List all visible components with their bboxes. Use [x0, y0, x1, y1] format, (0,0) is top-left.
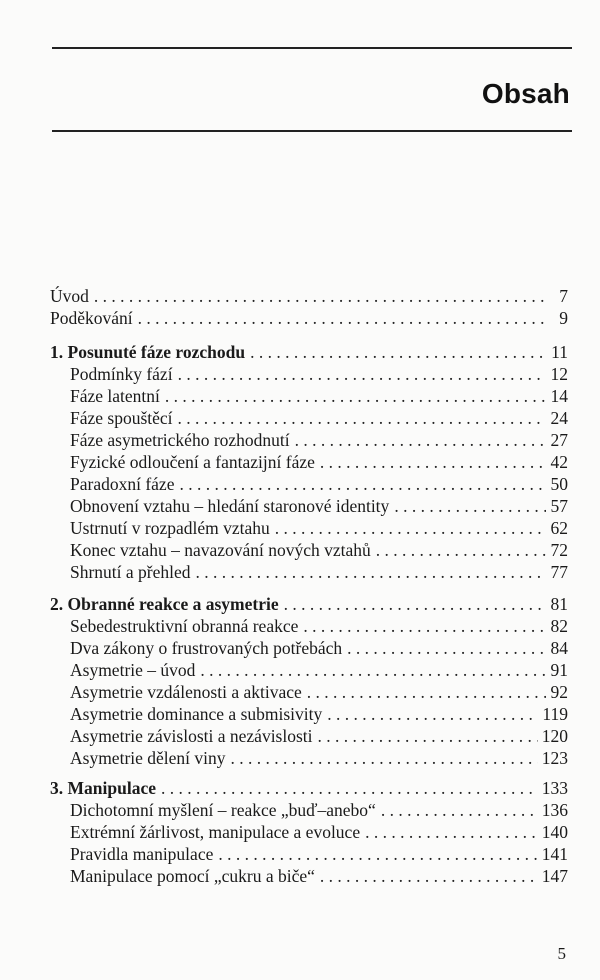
- dot-leader: [307, 681, 546, 703]
- toc-entry-page: 24: [550, 408, 568, 428]
- toc-entry-page: 119: [542, 704, 568, 724]
- toc-entry-page: 14: [550, 386, 568, 406]
- toc-entry-title: Asymetrie dělení viny: [70, 748, 226, 768]
- toc-entry-title: Asymetrie závislosti a nezávislosti: [70, 726, 313, 746]
- toc-entry-title: 3. Manipulace: [50, 778, 156, 798]
- dot-leader: [284, 593, 546, 615]
- toc-chapter-heading[interactable]: [50, 777, 568, 799]
- dot-leader: [318, 725, 538, 747]
- toc-entry-page: 62: [550, 518, 568, 538]
- dot-leader: [161, 777, 538, 799]
- toc-entry[interactable]: [50, 821, 568, 843]
- toc-entry-title: Shrnutí a přehled: [70, 562, 191, 582]
- dot-leader: [376, 539, 546, 561]
- toc-entry[interactable]: [50, 495, 568, 517]
- dot-leader: [295, 429, 546, 451]
- dot-leader: [94, 285, 546, 307]
- toc-entry-page: 123: [541, 748, 568, 768]
- toc-entry-page: 141: [541, 844, 568, 864]
- dot-leader: [365, 821, 538, 843]
- toc-entry-title: Ustrnutí v rozpadlém vztahu: [70, 518, 270, 538]
- toc-entry[interactable]: [50, 385, 568, 407]
- toc-entry-page: 9: [559, 308, 568, 328]
- toc-entry-page: 84: [550, 638, 568, 658]
- toc-entry-page: 27: [550, 430, 568, 450]
- toc-entry[interactable]: [50, 473, 568, 495]
- toc-entry[interactable]: [50, 681, 568, 703]
- toc-entry[interactable]: [50, 637, 568, 659]
- toc-entry-page: 81: [550, 594, 568, 614]
- toc-entry-page: 57: [550, 496, 568, 516]
- toc-entry-title: 2. Obranné reakce a asymetrie: [50, 594, 279, 614]
- toc-entry-page: 133: [541, 778, 568, 798]
- toc-entry[interactable]: [50, 615, 568, 637]
- toc-entry-title: Extrémní žárlivost, manipulace a evoluce: [70, 822, 361, 842]
- toc-entry-title: Obnovení vztahu – hledání staronové identity: [70, 496, 390, 516]
- toc-entry-page: 140: [541, 822, 568, 842]
- toc-chapter-2: [50, 593, 568, 769]
- toc-entry[interactable]: [50, 725, 568, 747]
- page-number: 5: [557, 944, 566, 963]
- toc-entry[interactable]: [50, 561, 568, 583]
- dot-leader: [320, 451, 546, 473]
- toc-entry-page: 12: [550, 364, 568, 384]
- toc-chapter-1: [50, 341, 568, 583]
- page-title: Obsah: [481, 78, 570, 109]
- toc-entry[interactable]: [50, 451, 568, 473]
- title-underline: [52, 130, 572, 132]
- toc-entry-page: 72: [550, 540, 568, 560]
- dot-leader: [178, 407, 546, 429]
- toc-entry[interactable]: [50, 799, 568, 821]
- toc-entry-title: Úvod: [50, 286, 89, 306]
- toc-entry-page: 11: [551, 342, 568, 362]
- toc-entry-title: Manipulace pomocí „cukru a biče“: [70, 866, 315, 886]
- toc-entry[interactable]: [50, 539, 568, 561]
- toc-chapter-heading[interactable]: [50, 341, 568, 363]
- toc-entry-title: Asymetrie – úvod: [70, 660, 196, 680]
- toc-chapter-3: [50, 777, 568, 887]
- toc-chapter-heading[interactable]: [50, 593, 568, 615]
- dot-leader: [196, 561, 546, 583]
- dot-leader: [179, 473, 546, 495]
- toc-entry-title: Fáze latentní: [70, 386, 160, 406]
- toc-entry[interactable]: [50, 407, 568, 429]
- toc-entry-page: 50: [550, 474, 568, 494]
- toc-entry-page: 91: [550, 660, 568, 680]
- dot-leader: [381, 799, 538, 821]
- toc-entry-acknowledgements[interactable]: [50, 307, 568, 329]
- toc-entry[interactable]: [50, 703, 568, 725]
- toc-entry-page: 136: [541, 800, 568, 820]
- toc-entry[interactable]: [50, 429, 568, 451]
- toc-entry-page: 7: [559, 286, 568, 306]
- dot-leader: [320, 865, 538, 887]
- toc-entry[interactable]: [50, 659, 568, 681]
- toc-intro-section: [50, 285, 568, 329]
- dot-leader: [218, 843, 537, 865]
- toc-entry-title: Podmínky fází: [70, 364, 173, 384]
- toc-entry-title: Asymetrie vzdálenosti a aktivace: [70, 682, 302, 702]
- toc-entry-intro[interactable]: [50, 285, 568, 307]
- toc-entry-title: Fyzické odloučení a fantazijní fáze: [70, 452, 315, 472]
- toc-entry[interactable]: [50, 843, 568, 865]
- toc-entry[interactable]: [50, 865, 568, 887]
- toc-entry-title: Paradoxní fáze: [70, 474, 175, 494]
- toc-entry-page: 92: [550, 682, 568, 702]
- toc-entry-title: Fáze spouštěcí: [70, 408, 173, 428]
- toc-entry-page: 82: [550, 616, 568, 636]
- dot-leader: [347, 637, 546, 659]
- dot-leader: [394, 495, 546, 517]
- top-rule: [52, 47, 572, 49]
- dot-leader: [327, 703, 538, 725]
- toc-entry-title: Dva zákony o frustrovaných potřebách: [70, 638, 343, 658]
- toc-entry-title: Pravidla manipulace: [70, 844, 214, 864]
- dot-leader: [138, 307, 546, 329]
- toc-entry[interactable]: [50, 747, 568, 769]
- toc-entry-title: Fáze asymetrického rozhodnutí: [70, 430, 290, 450]
- toc-entry[interactable]: [50, 363, 568, 385]
- toc-entry-title: Poděkování: [50, 308, 133, 328]
- toc-entry[interactable]: [50, 517, 568, 539]
- dot-leader: [250, 341, 546, 363]
- toc-entry-page: 42: [550, 452, 568, 472]
- toc-entry-title: Sebedestruktivní obranná reakce: [70, 616, 299, 636]
- toc-entry-title: 1. Posunuté fáze rozchodu: [50, 342, 246, 362]
- dot-leader: [200, 659, 546, 681]
- toc-entry-title: Asymetrie dominance a submisivity: [70, 704, 323, 724]
- dot-leader: [165, 385, 546, 407]
- dot-leader: [231, 747, 538, 769]
- toc-entry-page: 147: [541, 866, 568, 886]
- dot-leader: [275, 517, 546, 539]
- toc-entry-title: Dichotomní myšlení – reakce „buď–anebo“: [70, 800, 376, 820]
- dot-leader: [303, 615, 546, 637]
- toc-entry-page: 77: [550, 562, 568, 582]
- dot-leader: [178, 363, 546, 385]
- toc-entry-page: 120: [541, 726, 568, 746]
- toc-entry-title: Konec vztahu – navazování nových vztahů: [70, 540, 371, 560]
